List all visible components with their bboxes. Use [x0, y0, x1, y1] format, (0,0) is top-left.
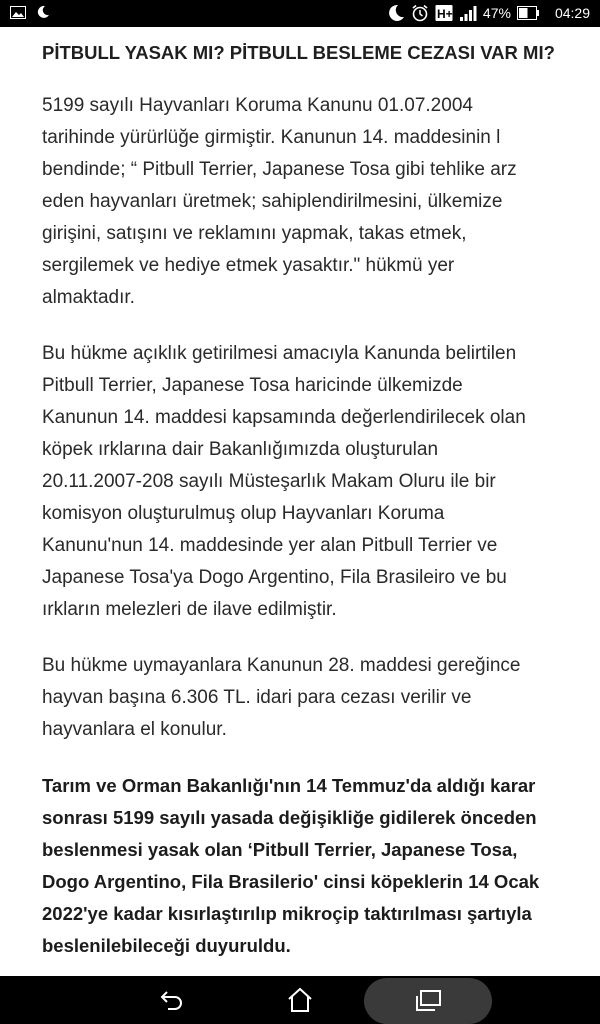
- text-line: tarihinde yürürlüğe girmiştir. Kanunun 14. maddesinin l: [42, 127, 501, 148]
- text-line: Kanunun 14. maddesi kapsamında değerlendirilecek olan: [42, 407, 526, 428]
- text-line: hayvanlara el konulur.: [42, 719, 227, 740]
- text-line: sonrası 5199 sayılı yasada değişikliğe gidilerek önceden: [42, 807, 537, 828]
- recents-icon: [414, 990, 442, 1012]
- clock: 04:29: [554, 5, 590, 21]
- text-line: Pitbull Terrier, Japanese Tosa haricinde ülkemizde: [42, 375, 463, 396]
- battery-percent: 47%: [482, 5, 511, 21]
- article-content: [42, 38, 562, 986]
- alarm-icon: [411, 4, 429, 22]
- text-line: 5199 sayılı Hayvanları Koruma Kanunu 01.07.2004: [42, 95, 473, 116]
- article-paragraph: [42, 338, 562, 626]
- home-icon: [286, 987, 314, 1013]
- text-line: 2022'ye kadar kısırlaştırılıp mikroçip taktırılması şartıyla: [42, 903, 532, 924]
- moon-icon: [36, 5, 50, 19]
- back-button[interactable]: [142, 976, 202, 1024]
- article-bold-paragraph: [42, 770, 562, 962]
- network-icon: [435, 4, 453, 22]
- moon-icon: [387, 4, 405, 22]
- text-line: Japanese Tosa'ya Dogo Argentino, Fila Brasileiro ve bu: [42, 567, 507, 588]
- article-title: PİTBULL YASAK MI? PİTBULL BESLEME CEZASI VAR MI?: [42, 42, 555, 63]
- text-line: eden hayvanları üretmek; sahiplendirilmesini, ülkemize: [42, 191, 503, 212]
- article-paragraph: [42, 90, 562, 314]
- status-bar: [0, 0, 600, 27]
- back-icon: [159, 989, 185, 1011]
- network-type-label: H+: [436, 7, 453, 21]
- text-line: beslenmesi yasak olan ‘Pitbull Terrier, Japanese Tosa,: [42, 839, 518, 860]
- text-line: sergilemek ve hediye etmek yasaktır." hükmü yer: [42, 255, 455, 276]
- text-line: bendinde; “ Pitbull Terrier, Japanese Tosa gibi tehlike arz: [42, 159, 517, 180]
- text-line: hayvan başına 6.306 TL. idari para cezası verilir ve: [42, 687, 472, 708]
- signal-icon: [459, 5, 477, 21]
- text-line: köpek ırklarına dair Bakanlığımızda oluşturulan: [42, 439, 439, 460]
- text-line: Dogo Argentino, Fila Brasilerio' cinsi köpeklerin 14 Ocak: [42, 871, 540, 892]
- status-bar-right: [387, 4, 590, 22]
- text-line: beslenilebileceği duyuruldu.: [42, 935, 291, 956]
- text-line: 20.11.2007-208 sayılı Müsteşarlık Makam Oluru ile bir: [42, 471, 496, 492]
- battery-icon: [517, 6, 539, 20]
- home-button[interactable]: [270, 976, 330, 1024]
- status-bar-left: [10, 5, 50, 19]
- text-line: komisyon oluşturulmuş olup Hayvanları Koruma: [42, 503, 445, 524]
- text-line: almaktadır.: [42, 287, 135, 308]
- article-paragraph: [42, 650, 562, 746]
- text-line: Bu hükme uymayanlara Kanunun 28. maddesi gereğince: [42, 655, 521, 676]
- text-line: Tarım ve Orman Bakanlığı'nın 14 Temmuz'da aldığı karar: [42, 775, 536, 796]
- text-line: Kanunu'nun 14. maddesinde yer alan Pitbull Terrier ve: [42, 535, 498, 556]
- text-line: Bu hükme açıklık getirilmesi amacıyla Kanunda belirtilen: [42, 343, 517, 364]
- gallery-icon: [10, 6, 26, 19]
- text-line: ırkların melezleri de ilave edilmiştir.: [42, 599, 337, 620]
- navigation-bar: [0, 976, 600, 1024]
- text-line: girişini, satışını ve reklamını yapmak, takas etmek,: [42, 223, 467, 244]
- recents-button[interactable]: [364, 978, 492, 1024]
